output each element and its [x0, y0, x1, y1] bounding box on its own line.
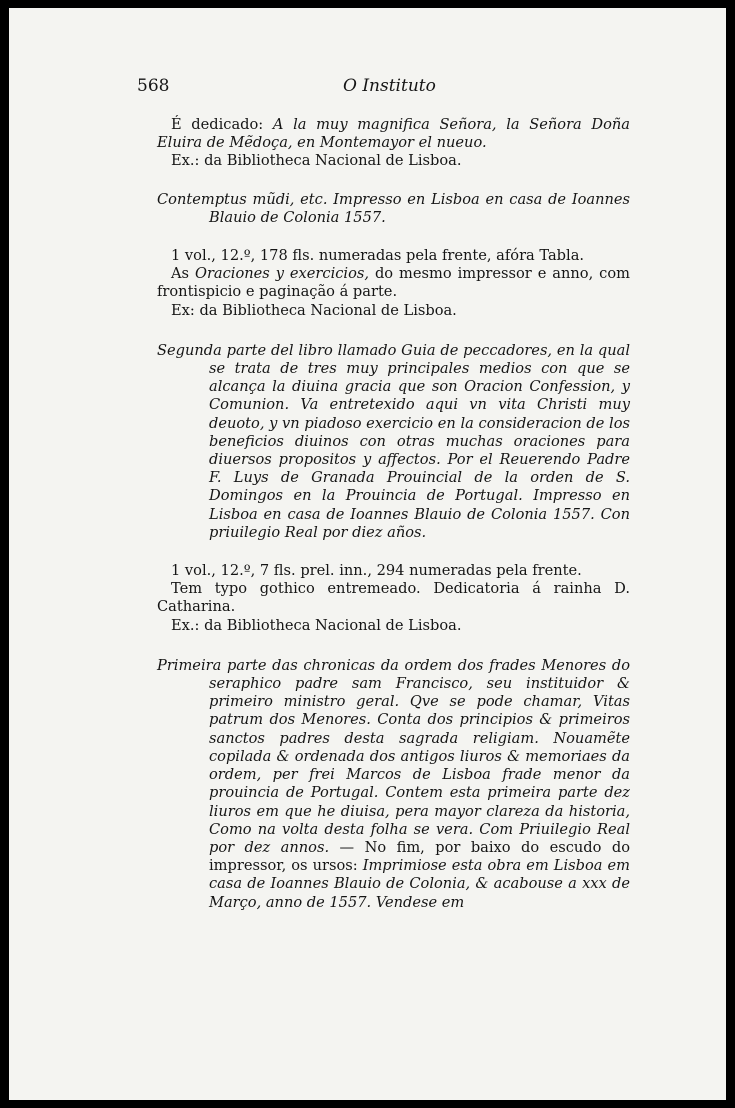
copy-location: Ex: da Bibliotheca Nacional de Lisboa.	[171, 301, 457, 319]
entry-3	[157, 342, 630, 635]
page-number: 568	[137, 76, 170, 96]
title-part-2: Imprimiose esta obra em Lisboa em casa de Ioannes Blauio de Colonia, & acabouse a xxx de Março, anno de 1557. Vendese em	[209, 857, 630, 911]
book-description: 1 vol., 12.º, 7 fls. prel. inn., 294 numeradas pela frente.	[171, 562, 582, 580]
book-page	[9, 8, 726, 1100]
book-title: Contemptus mũdi, etc. Impresso en Lisboa en casa de Ioannes Blauio de Colonia 1557.	[157, 190, 630, 226]
copy-location: Ex.: da Bibliotheca Nacional de Lisboa.	[171, 616, 462, 634]
dedication-line	[157, 116, 630, 152]
book-title	[157, 657, 630, 912]
entry-4	[157, 657, 630, 912]
entry-1	[157, 116, 630, 171]
note-rest: do mesmo impressor e anno, com frontispicio e paginação á parte.	[157, 265, 630, 301]
note-italic: Oraciones y exercicios,	[194, 265, 369, 283]
copy-location: Ex.: da Bibliotheca Nacional de Lisboa.	[171, 152, 462, 170]
page-header	[9, 76, 726, 104]
dedication-text: A la muy magnifica Señora, la Señora Doña Eluira de Mẽdoça, en Montemayor el nueuo.	[157, 116, 630, 152]
title-mid: — No fim, por baixo do escudo do impressor, os ursos:	[209, 838, 630, 875]
title-part-1: Primeira parte das chronicas da ordem dos frades Menores do seraphico padre sam Francisco, seu instituidor & primeiro ministro geral. Qve se pode chamar, Vitas patrum dos Menores. Conta dos principios & primeiros sanctos padres desta sagrada religiam. Nouamẽte copilada & ordenada dos antigos liuros & memoriaes da ordem, per frei Marcos de Lisboa frade menor da prouincia de Portugal. Contem esta primeira parte dez liuros em que he diuisa, pera mayor clareza da historia, Como na volta desta folha se vera. Com Priuilegio Real por dez annos.	[157, 656, 630, 856]
book-note	[157, 265, 630, 301]
dedication-prefix: É dedicado:	[171, 116, 273, 133]
entry-2	[157, 191, 630, 320]
note-prefix: As	[171, 265, 195, 283]
book-note: Tem typo gothico entremeado. Dedicatoria á rainha D. Catharina.	[157, 580, 630, 616]
book-description: 1 vol., 12.º, 178 fls. numeradas pela frente, afóra Tabla.	[171, 247, 585, 265]
book-title: Segunda parte del libro llamado Guia de peccadores, en la qual se trata de tres muy principales medios con que se alcança la diuina gracia que son Oracion Confession, y Comunion. Va entretexido aqui vn vita Christi muy deuoto, y vn piadoso exercicio en la consideracion de los beneficios diuinos con otras muchas oraciones para diuersos propositos y affectos. Por el Reuerendo Padre F. Luys de Granada Prouincial de la orden de S. Domingos en la Prouincia de Portugal. Impresso en Lisboa en casa de Ioannes Blauio de Colonia 1557. Con priuilegio Real por diez años.	[157, 341, 630, 541]
running-title: O Instituto	[343, 76, 436, 96]
page-content	[157, 116, 630, 912]
